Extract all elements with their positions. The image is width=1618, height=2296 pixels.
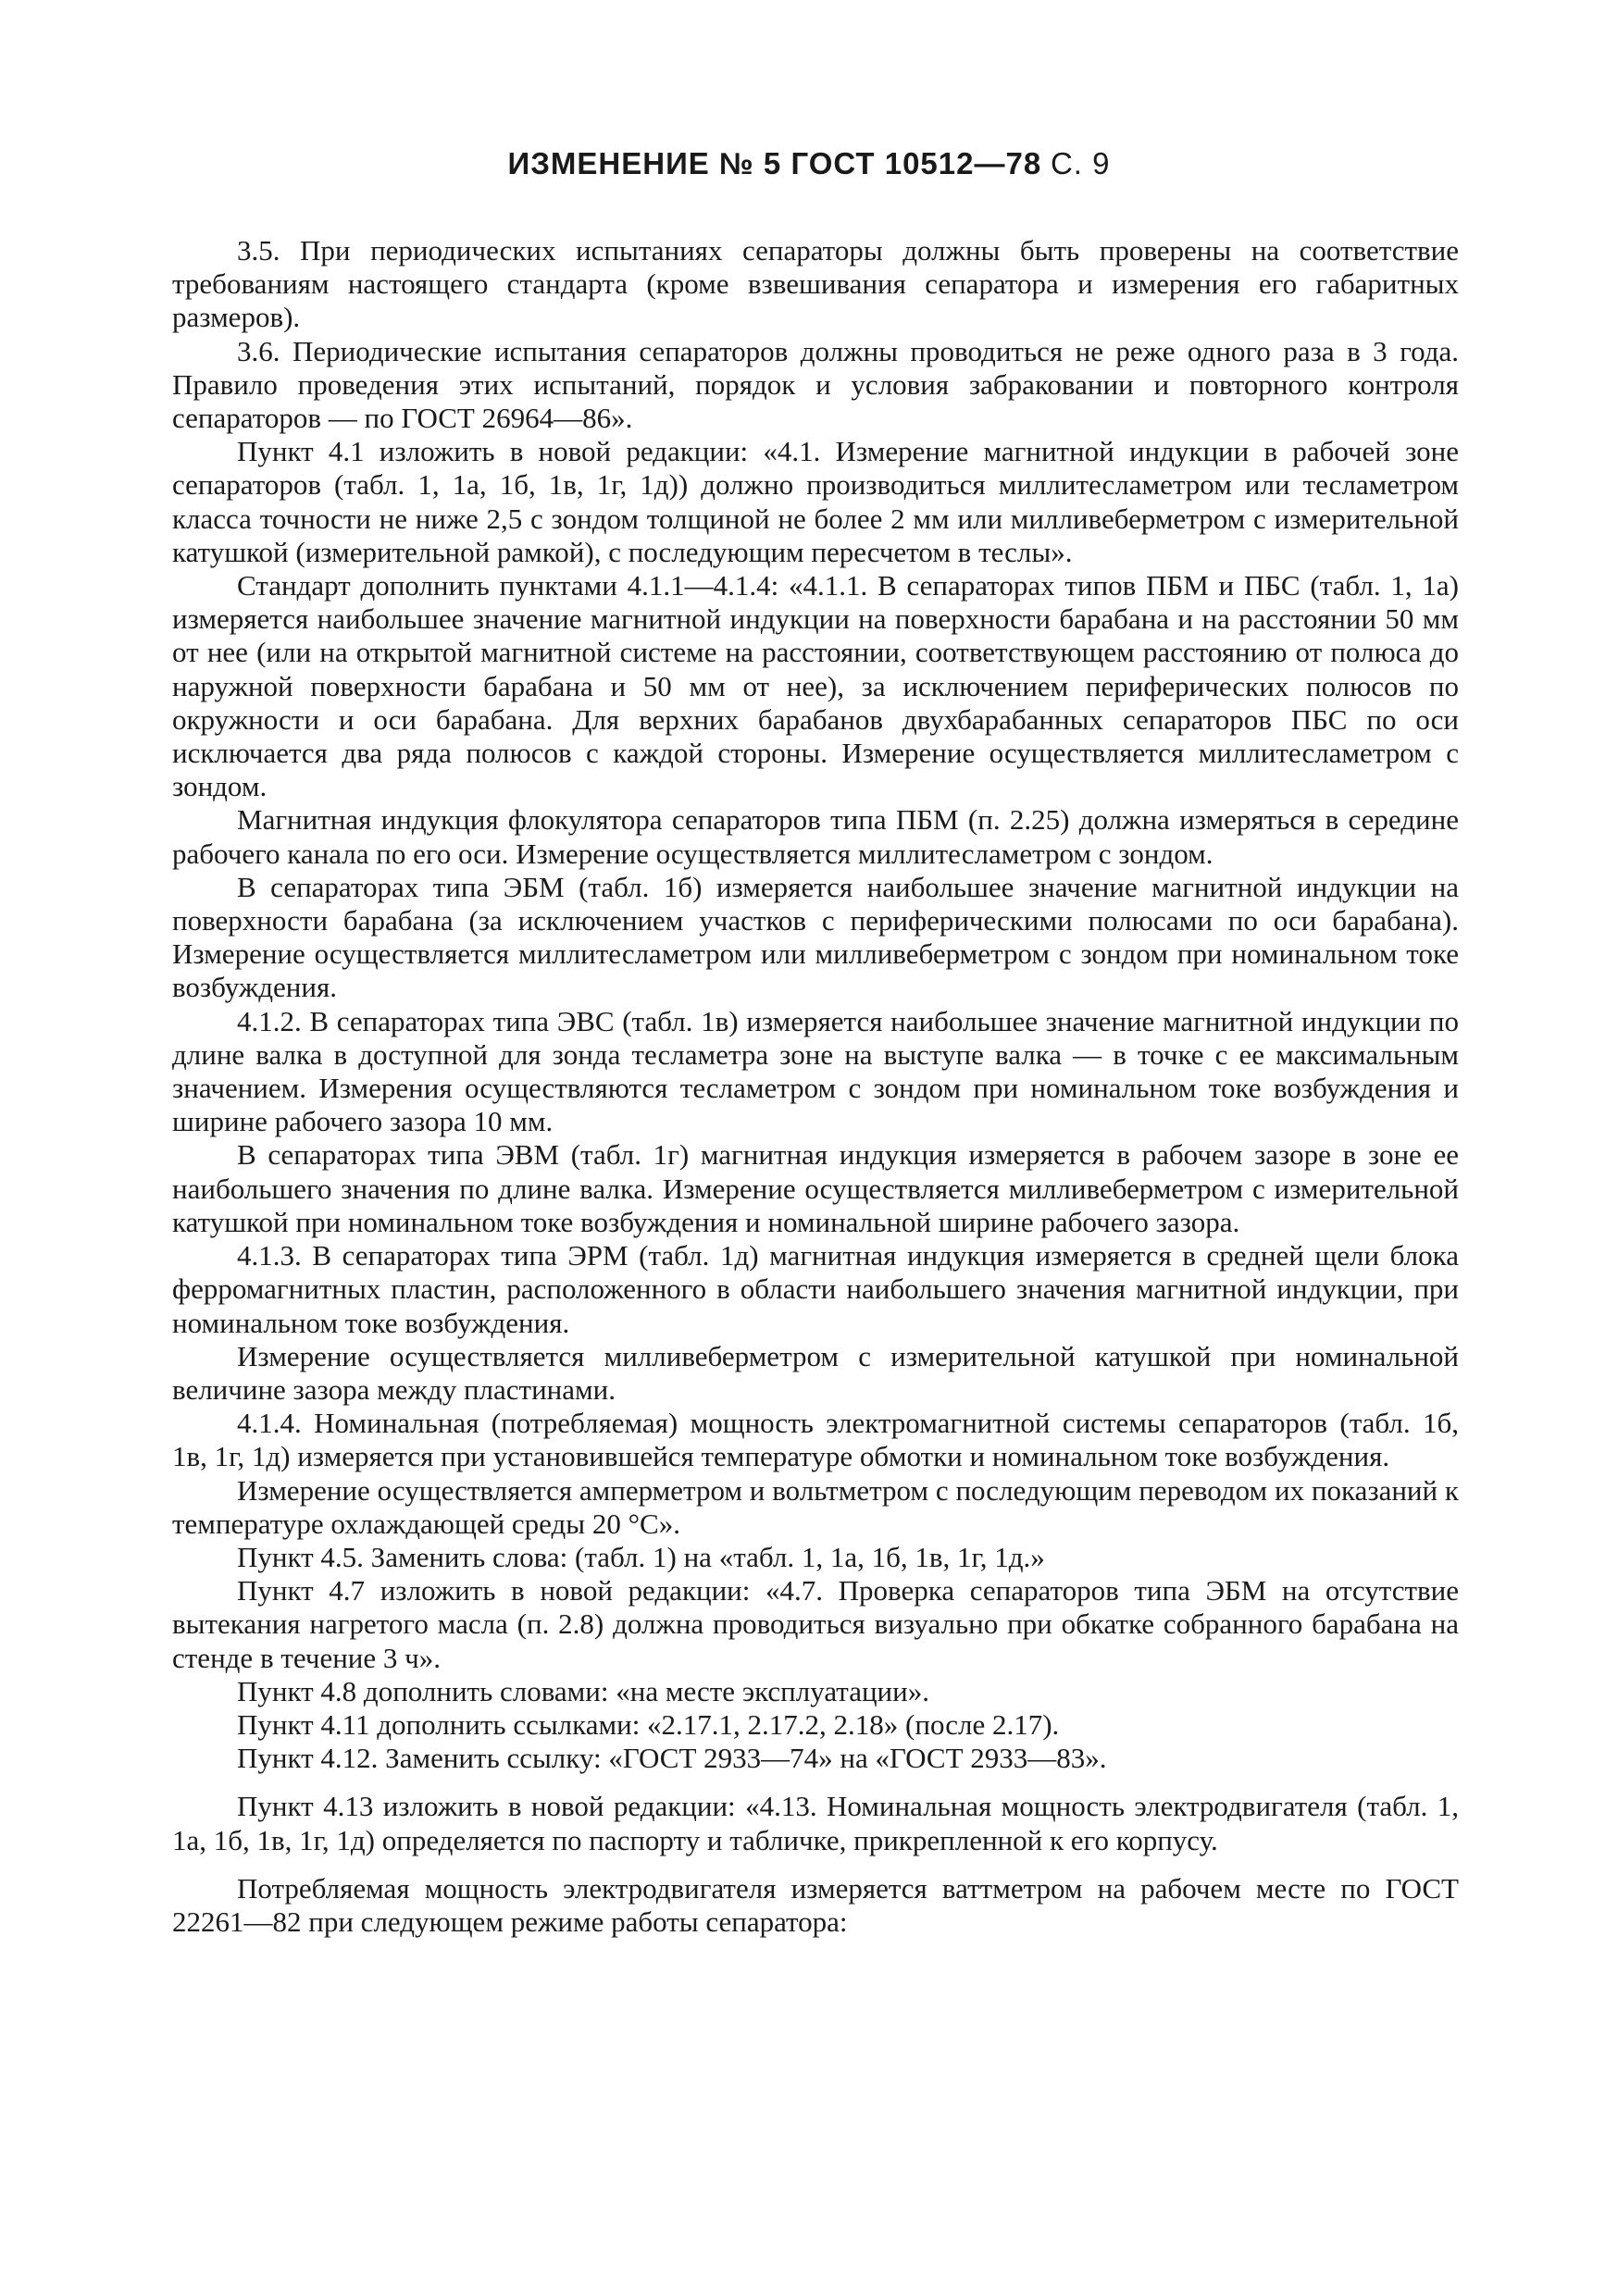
paragraph: Магнитная индукция флокулятора сепараторов типа ПБМ (п. 2.25) должна измеряться в середине рабочего канала по его оси. Измерение осуществляется миллитесламетром с зондом. bbox=[172, 803, 1459, 870]
page-header bbox=[0, 143, 1618, 184]
document-body bbox=[172, 234, 1459, 1939]
paragraph: Потребляемая мощность электродвигателя измеряется ваттметром на рабочем месте по ГОСТ 22261—82 при следующем режиме работы сепаратора: bbox=[172, 1871, 1459, 1938]
paragraph: Пункт 4.12. Заменить ссылку: «ГОСТ 2933—74» на «ГОСТ 2933—83». bbox=[237, 1742, 1107, 1775]
paragraph: Пункт 4.5. Заменить слова: (табл. 1) на «табл. 1, 1а, 1б, 1в, 1г, 1д.» bbox=[237, 1540, 1045, 1573]
paragraph: 4.1.3. В сепараторах типа ЭРМ (табл. 1д) магнитная индукция измеряется в средней щели блока ферромагнитных пластин, расположенного в области наибольшего значения магнитной индукции, при номинальном токе возбуждения. bbox=[172, 1239, 1459, 1339]
paragraph: Пункт 4.11 дополнить ссылками: «2.17.1, 2.17.2, 2.18» (после 2.17). bbox=[237, 1707, 1060, 1741]
paragraph: 4.1.2. В сепараторах типа ЭВС (табл. 1в) измеряется наибольшее значение магнитной индукции по длине валка в доступной для зонда тесламетра зоне на выступе валка — в точке с ее максимальным значением. Измерения осуществляются тесламетром с зондом при номинальном токе возбуждения и ширине рабочего зазора 10 мм. bbox=[172, 1004, 1459, 1138]
paragraph: Измерение осуществляется милливеберметром с измерительной катушкой при номинальной величине зазора между пластинами. bbox=[172, 1339, 1459, 1406]
page-number: С. 9 bbox=[1050, 146, 1111, 180]
paragraph: В сепараторах типа ЭБМ (табл. 1б) измеряется наибольшее значение магнитной индукции на поверхности барабана (за исключением участков с периферическими полюсами по оси барабана). Измерение осуществляется миллитесламетром или милливеберметром с зондом при номинальном токе возбуждения. bbox=[172, 870, 1459, 1004]
paragraph: Измерение осуществляется амперметром и вольтметром с последующим переводом их показаний к температуре охлаждающей среды 20 °С». bbox=[172, 1473, 1459, 1540]
paragraph: Пункт 4.7 изложить в новой редакции: «4.7. Проверка сепараторов типа ЭБМ на отсутствие вытекания нагретого масла (п. 2.8) должна проводиться визуально при обкатке собранного барабана на стенде в течение 3 ч». bbox=[172, 1574, 1459, 1674]
paragraph: 3.5. При периодических испытаниях сепараторы должны быть проверены на соответствие требованиям настоящего стандарта (кроме взвешивания сепаратора и измерения его габаритных размеров). bbox=[172, 234, 1459, 334]
paragraph: Пункт 4.13 изложить в новой редакции: «4.13. Номинальная мощность электродвигателя (табл. 1, 1а, 1б, 1в, 1г, 1д) определяется по паспорту и табличке, прикрепленной к его корпусу. bbox=[172, 1790, 1459, 1856]
paragraph: Стандарт дополнить пунктами 4.1.1—4.1.4: «4.1.1. В сепараторах типов ПБМ и ПБС (табл. 1, 1а) измеряется наибольшее значение магнитной индукции на поверхности барабана и на расстоянии 50 мм от нее (или на открытой магнитной системе на расстоянии, соответствующем расстоянию от полюса до наружной поверхности барабана и 50 мм от нее), за исключением периферических полюсов по окружности и оси барабана. Для верхних барабанов двухбарабанных сепараторов ПБС по оси исключается два ряда полюсов с каждой стороны. Измерение осуществляется миллитесламетром с зондом. bbox=[172, 569, 1459, 803]
paragraph: 3.6. Периодические испытания сепараторов должны проводиться не реже одного раза в 3 года. Правило проведения этих испытаний, порядок и условия забраковании и повторного контроля сепараторов — по ГОСТ 26964—86». bbox=[172, 334, 1459, 435]
paragraph: 4.1.4. Номинальная (потребляемая) мощность электромагнитной системы сепараторов (табл. 1б, 1в, 1г, 1д) измеряется при установившейся температуре обмотки и номинальном токе возбуждения. bbox=[172, 1407, 1459, 1473]
paragraph: Пункт 4.1 изложить в новой редакции: «4.1. Измерение магнитной индукции в рабочей зоне сепараторов (табл. 1, 1а, 1б, 1в, 1г, 1д)) должно производиться миллитесламетром или тесламетром класса точности не ниже 2,5 с зондом толщиной не более 2 мм или милливеберметром с измерительной катушкой (измерительной рамкой), с последующим пересчетом в теслы». bbox=[172, 435, 1459, 568]
paragraph: Пункт 4.8 дополнить словами: «на месте эксплуатации». bbox=[237, 1674, 929, 1707]
paragraph: В сепараторах типа ЭВМ (табл. 1г) магнитная индукция измеряется в рабочем зазоре в зоне ее наибольшего значения по длине валка. Измерение осуществляется милливеберметром с измерительной катушкой при номинальном токе возбуждения и номинальной ширине рабочего зазора. bbox=[172, 1138, 1459, 1238]
page-header-title: ИЗМЕНЕНИЕ № 5 ГОСТ 10512—78 bbox=[507, 146, 1042, 180]
